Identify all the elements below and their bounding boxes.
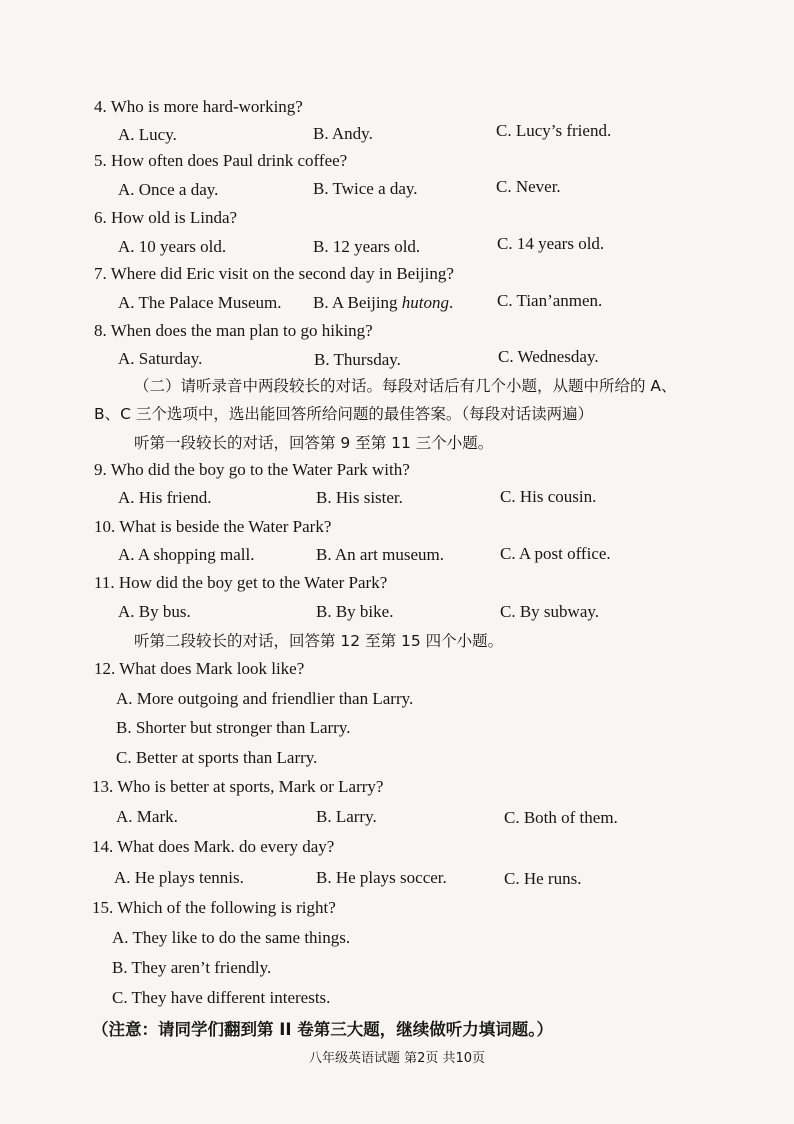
q12-option-c: C. Better at sports than Larry.: [116, 748, 318, 767]
page-footer: 八年级英语试题 第2页 共10页: [308, 1051, 486, 1066]
q9-option-c: C. His cousin.: [500, 487, 597, 506]
q7-option-b: B. A Beijing hutong.: [313, 293, 454, 312]
q8-option-b: B. Thursday.: [314, 350, 401, 369]
q14-option-b: B. He plays soccer.: [316, 868, 447, 887]
q7-option-c: C. Tian’anmen.: [497, 291, 603, 310]
question-11: 11. How did the boy get to the Water Park?: [94, 573, 388, 592]
q5-option-c: C. Never.: [496, 177, 561, 196]
q4-option-b: B. Andy.: [313, 124, 373, 143]
q5-option-a: A. Once a day.: [118, 180, 219, 199]
q6-option-b: B. 12 years old.: [313, 237, 421, 256]
q13-option-c: C. Both of them.: [504, 808, 618, 827]
q15-option-b: B. They aren’t friendly.: [112, 958, 272, 977]
q7-option-a: A. The Palace Museum.: [118, 293, 282, 312]
q9-option-b: B. His sister.: [316, 488, 403, 507]
q13-option-a: A. Mark.: [116, 807, 178, 826]
q4-option-a: A. Lucy.: [118, 125, 177, 144]
q8-option-c: C. Wednesday.: [498, 347, 599, 366]
question-12: 12. What does Mark look like?: [94, 659, 305, 678]
dialog-2-intro: 听第二段较长的对话，回答第 12 至第 15 四个小题。: [134, 632, 504, 650]
q11-option-c: C. By subway.: [500, 602, 600, 621]
q12-option-a: A. More outgoing and friendlier than Larry.: [116, 689, 414, 708]
q15-option-c: C. They have different interests.: [112, 988, 331, 1007]
q13-option-b: B. Larry.: [316, 807, 377, 826]
q15-option-a: A. They like to do the same things.: [112, 928, 351, 947]
dialog-1-intro: 听第一段较长的对话，回答第 9 至第 11 三个小题。: [134, 434, 494, 452]
question-6: 6. How old is Linda?: [94, 208, 238, 227]
question-9: 9. Who did the boy go to the Water Park with?: [94, 460, 410, 479]
q6-option-a: A. 10 years old.: [118, 237, 227, 256]
section-2-instruction-line-2: B、C 三个选项中，选出能回答所给问题的最佳答案。（每段对话读两遍）: [94, 405, 594, 423]
q11-option-b: B. By bike.: [316, 602, 394, 621]
question-15: 15. Which of the following is right?: [92, 898, 336, 917]
q10-option-a: A. A shopping mall.: [118, 545, 255, 564]
q5-option-b: B. Twice a day.: [313, 179, 418, 198]
q8-option-a: A. Saturday.: [118, 349, 203, 368]
question-5: 5. How often does Paul drink coffee?: [94, 151, 348, 170]
q11-option-a: A. By bus.: [118, 602, 191, 621]
q14-option-a: A. He plays tennis.: [114, 868, 244, 887]
question-13: 13. Who is better at sports, Mark or Larry?: [92, 777, 384, 796]
notice: （注意：请同学们翻到第 II 卷第三大题，继续做听力填词题。）: [92, 1020, 554, 1039]
question-14: 14. What does Mark. do every day?: [92, 837, 335, 856]
q9-option-a: A. His friend.: [118, 488, 212, 507]
q4-option-c: C. Lucy’s friend.: [496, 121, 612, 140]
question-4: 4. Who is more hard-working?: [94, 97, 303, 116]
question-10: 10. What is beside the Water Park?: [94, 517, 332, 536]
q6-option-c: C. 14 years old.: [497, 234, 605, 253]
q10-option-b: B. An art museum.: [316, 545, 444, 564]
question-8: 8. When does the man plan to go hiking?: [94, 321, 373, 340]
q14-option-c: C. He runs.: [504, 869, 582, 888]
q12-option-b: B. Shorter but stronger than Larry.: [116, 718, 351, 737]
section-2-instruction-line-1: （二）请听录音中两段较长的对话。每段对话后有几个小题，从题中所给的 A、: [134, 377, 677, 395]
q10-option-c: C. A post office.: [500, 544, 611, 563]
question-7: 7. Where did Eric visit on the second day in Beijing?: [94, 264, 454, 283]
